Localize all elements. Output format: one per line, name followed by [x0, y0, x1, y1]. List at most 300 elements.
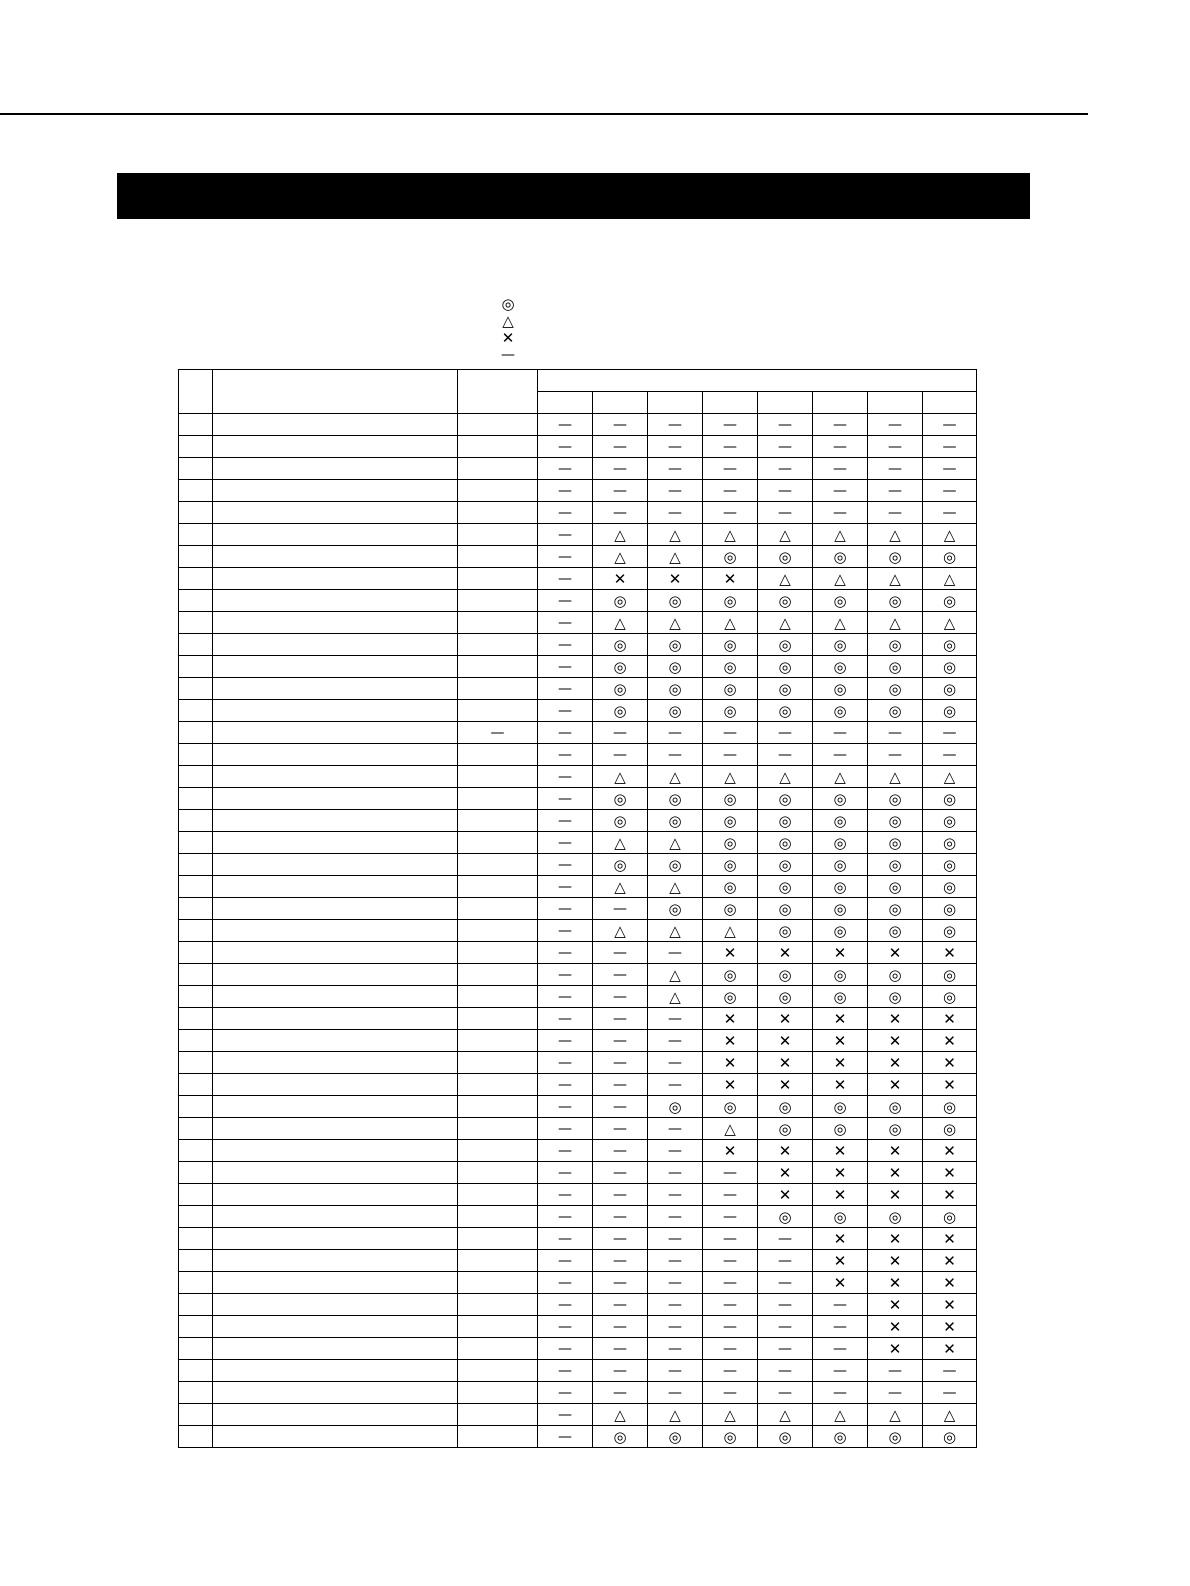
- mark-cell: [868, 1206, 923, 1228]
- table-row: [179, 1316, 977, 1338]
- dash-icon: —: [723, 1209, 737, 1225]
- row-setting-cell: [458, 546, 538, 568]
- mark-cell: [923, 1140, 977, 1162]
- row-item-cell: [213, 414, 458, 436]
- dash-icon: —: [558, 1385, 572, 1401]
- double-circle-icon: ◎: [833, 635, 847, 654]
- mark-cell: [868, 436, 923, 458]
- table-row: [179, 458, 977, 480]
- dash-icon: —: [833, 747, 847, 763]
- mark-cell: [923, 700, 977, 722]
- mark-cell: [648, 1162, 703, 1184]
- cross-icon: ✕: [888, 1295, 902, 1314]
- mark-cell: [868, 1360, 923, 1382]
- row-item-cell: [213, 1338, 458, 1360]
- cross-icon: ✕: [943, 1141, 956, 1160]
- double-circle-icon: ◎: [778, 701, 792, 720]
- triangle-icon: △: [614, 877, 626, 896]
- mark-cell: [868, 414, 923, 436]
- double-circle-icon: ◎: [888, 1427, 902, 1446]
- row-number-cell: [179, 612, 213, 634]
- cross-icon: ✕: [833, 1251, 847, 1270]
- dash-icon: —: [833, 439, 847, 455]
- mark-cell: [593, 1316, 648, 1338]
- mark-cell: [813, 1316, 868, 1338]
- table-row: [179, 788, 977, 810]
- dash-icon: —: [668, 505, 682, 521]
- row-item-cell: [213, 810, 458, 832]
- row-item-cell: [213, 1162, 458, 1184]
- double-circle-icon: ◎: [778, 679, 792, 698]
- mark-cell: [593, 788, 648, 810]
- mark-cell: [538, 788, 593, 810]
- double-circle-icon: ◎: [778, 855, 792, 874]
- dash-icon: —: [723, 1231, 737, 1247]
- header-item-cell: [213, 370, 458, 414]
- mark-cell: [813, 546, 868, 568]
- mark-cell: [538, 590, 593, 612]
- dash-icon: —: [613, 1099, 627, 1115]
- mark-cell: [593, 1250, 648, 1272]
- mark-cell: [538, 1404, 593, 1426]
- double-circle-icon: ◎: [668, 657, 682, 676]
- cross-icon: ✕: [888, 1031, 902, 1050]
- mark-cell: [538, 1426, 593, 1448]
- table-row: [179, 986, 977, 1008]
- mark-cell: [758, 1228, 813, 1250]
- row-item-cell: [213, 1140, 458, 1162]
- dash-icon: —: [613, 483, 627, 499]
- row-item-cell: [213, 678, 458, 700]
- mark-cell: [593, 524, 648, 546]
- cross-icon: ✕: [778, 1031, 792, 1050]
- triangle-icon: △: [779, 1405, 791, 1424]
- cross-icon: ✕: [943, 1053, 956, 1072]
- row-number-cell: [179, 1008, 213, 1030]
- double-circle-icon: ◎: [723, 855, 737, 874]
- row-item-cell: [213, 590, 458, 612]
- mark-cell: [868, 590, 923, 612]
- dash-icon: —: [613, 1363, 627, 1379]
- mark-cell: [923, 546, 977, 568]
- mark-cell: [923, 1360, 977, 1382]
- mark-cell: [813, 590, 868, 612]
- row-number-cell: [179, 656, 213, 678]
- dash-icon: —: [668, 461, 682, 477]
- row-number-cell: [179, 898, 213, 920]
- dash-icon: —: [558, 1187, 572, 1203]
- mark-cell: [868, 656, 923, 678]
- row-setting-cell: [458, 1294, 538, 1316]
- mark-cell: [758, 546, 813, 568]
- dash-icon: —: [613, 1033, 627, 1049]
- double-circle-icon: ◎: [888, 855, 902, 874]
- cross-icon: ✕: [723, 569, 737, 588]
- mark-cell: [923, 964, 977, 986]
- mark-cell: [538, 1030, 593, 1052]
- double-circle-icon: ◎: [723, 899, 737, 918]
- mark-cell: [813, 1096, 868, 1118]
- mark-cell: [648, 1140, 703, 1162]
- dash-icon: —: [723, 1275, 737, 1291]
- row-item-cell: [213, 568, 458, 590]
- table-row: [179, 722, 977, 744]
- mark-cell: [813, 1272, 868, 1294]
- mark-cell: [758, 920, 813, 942]
- dash-icon: —: [558, 527, 572, 543]
- row-setting-cell: [458, 1030, 538, 1052]
- mark-cell: [868, 524, 923, 546]
- triangle-icon: △: [889, 767, 901, 786]
- row-item-cell: [213, 1294, 458, 1316]
- mark-cell: [648, 942, 703, 964]
- double-circle-icon: ◎: [888, 921, 902, 940]
- table-row: [179, 810, 977, 832]
- header-col-5: [758, 392, 813, 414]
- row-item-cell: [213, 964, 458, 986]
- table-row: [179, 942, 977, 964]
- double-circle-icon: ◎: [888, 987, 902, 1006]
- mark-cell: [538, 1096, 593, 1118]
- mark-cell: [758, 1096, 813, 1118]
- mark-cell: [758, 1118, 813, 1140]
- dash-icon: —: [778, 1297, 792, 1313]
- mark-cell: [538, 524, 593, 546]
- dash-icon: —: [558, 549, 572, 565]
- header-rule: [0, 113, 1088, 115]
- mark-cell: [593, 678, 648, 700]
- dash-icon: —: [558, 1407, 572, 1423]
- row-setting-cell: [458, 942, 538, 964]
- mark-cell: [648, 1316, 703, 1338]
- mark-cell: [703, 810, 758, 832]
- mark-cell: [868, 1184, 923, 1206]
- cross-icon: ✕: [778, 943, 792, 962]
- mark-cell: [758, 722, 813, 744]
- table-row: [179, 1030, 977, 1052]
- double-circle-icon: ◎: [942, 701, 957, 720]
- mark-cell: [758, 942, 813, 964]
- row-item-cell: [213, 700, 458, 722]
- row-number-cell: [179, 810, 213, 832]
- row-number-cell: [179, 1272, 213, 1294]
- row-setting-cell: [458, 700, 538, 722]
- row-item-cell: [213, 612, 458, 634]
- mark-cell: [813, 458, 868, 480]
- mark-cell: [703, 1316, 758, 1338]
- mark-cell: [758, 1294, 813, 1316]
- row-setting-cell: [458, 854, 538, 876]
- mark-cell: [648, 1272, 703, 1294]
- double-circle-icon: ◎: [833, 833, 847, 852]
- mark-cell: [758, 414, 813, 436]
- mark-cell: [813, 876, 868, 898]
- mark-cell: [923, 480, 977, 502]
- mark-cell: [923, 502, 977, 524]
- cross-icon: ✕: [833, 1141, 847, 1160]
- row-number-cell: [179, 766, 213, 788]
- mark-cell: [703, 1228, 758, 1250]
- mark-cell: [923, 1250, 977, 1272]
- double-circle-icon: ◎: [613, 657, 627, 676]
- mark-cell: [703, 524, 758, 546]
- mark-cell: [703, 590, 758, 612]
- mark-cell: [868, 1404, 923, 1426]
- mark-cell: [593, 1140, 648, 1162]
- dash-icon: —: [942, 1363, 957, 1379]
- mark-cell: [593, 1360, 648, 1382]
- double-circle-icon: ◎: [942, 657, 957, 676]
- dash-icon: —: [613, 505, 627, 521]
- mark-cell: [868, 810, 923, 832]
- mark-cell: [868, 920, 923, 942]
- row-number-cell: [179, 722, 213, 744]
- mark-cell: [868, 964, 923, 986]
- dash-icon: —: [613, 967, 627, 983]
- dash-icon: —: [723, 505, 737, 521]
- double-circle-icon: ◎: [888, 591, 902, 610]
- dash-icon: —: [558, 835, 572, 851]
- row-number-cell: [179, 920, 213, 942]
- row-number-cell: [179, 1360, 213, 1382]
- dash-icon: —: [888, 417, 902, 433]
- mark-cell: [923, 458, 977, 480]
- dash-icon: —: [558, 857, 572, 873]
- mark-cell: [538, 1382, 593, 1404]
- triangle-icon: △: [669, 921, 681, 940]
- mark-cell: [538, 1140, 593, 1162]
- row-setting-cell: [458, 1272, 538, 1294]
- double-circle-icon: ◎: [942, 811, 957, 830]
- dash-icon: —: [558, 1165, 572, 1181]
- row-setting-cell: [458, 524, 538, 546]
- table-row: [179, 1338, 977, 1360]
- dash-icon: —: [490, 725, 505, 741]
- dash-icon: —: [558, 637, 572, 653]
- dash-icon: —: [558, 747, 572, 763]
- triangle-icon: △: [669, 525, 681, 544]
- dash-icon: —: [778, 1253, 792, 1269]
- mark-cell: [813, 832, 868, 854]
- mark-cell: [538, 986, 593, 1008]
- mark-cell: [923, 854, 977, 876]
- mark-cell: [813, 634, 868, 656]
- dash-icon: —: [668, 483, 682, 499]
- mark-cell: [923, 788, 977, 810]
- double-circle-icon: ◎: [888, 789, 902, 808]
- cross-icon: ✕: [943, 1031, 956, 1050]
- table-row: [179, 546, 977, 568]
- mark-cell: [538, 920, 593, 942]
- mark-cell: [758, 810, 813, 832]
- header-col-1: [538, 392, 593, 414]
- dash-icon: —: [558, 725, 572, 741]
- double-circle-icon: ◎: [942, 1207, 957, 1226]
- dash-icon: —: [888, 747, 902, 763]
- mark-cell: [593, 964, 648, 986]
- double-circle-icon: ◎: [833, 987, 847, 1006]
- mark-cell: [813, 1338, 868, 1360]
- table-row: [179, 634, 977, 656]
- cross-icon: ✕: [833, 1053, 847, 1072]
- mark-cell: [868, 678, 923, 700]
- mark-cell: [923, 898, 977, 920]
- row-item-cell: [213, 1008, 458, 1030]
- row-item-cell: [213, 1096, 458, 1118]
- double-circle-icon: ◎: [833, 679, 847, 698]
- cross-icon: ✕: [943, 943, 956, 962]
- triangle-icon: △: [724, 767, 736, 786]
- mark-cell: [813, 854, 868, 876]
- dash-icon: —: [668, 945, 682, 961]
- mark-cell: [593, 700, 648, 722]
- row-item-cell: [213, 876, 458, 898]
- mark-cell: [813, 1206, 868, 1228]
- mark-cell: [648, 1228, 703, 1250]
- triangle-icon: △: [889, 613, 901, 632]
- dash-icon: —: [613, 1187, 627, 1203]
- dash-icon: —: [613, 1011, 627, 1027]
- cross-icon: ✕: [778, 1053, 792, 1072]
- cross-icon: ✕: [833, 1163, 847, 1182]
- dash-icon: —: [558, 989, 572, 1005]
- triangle-icon: △: [502, 312, 514, 330]
- row-number-cell: [179, 590, 213, 612]
- mark-cell: [923, 524, 977, 546]
- mark-cell: [648, 920, 703, 942]
- dash-icon: —: [558, 879, 572, 895]
- mark-cell: [703, 1008, 758, 1030]
- double-circle-icon: ◎: [778, 899, 792, 918]
- double-circle-icon: ◎: [778, 547, 792, 566]
- mark-cell: [703, 788, 758, 810]
- dash-icon: —: [613, 1319, 627, 1335]
- table-row: [179, 1052, 977, 1074]
- mark-cell: [703, 546, 758, 568]
- dash-icon: —: [668, 1253, 682, 1269]
- row-item-cell: [213, 1228, 458, 1250]
- dash-icon: —: [942, 1385, 957, 1401]
- mark-cell: [538, 656, 593, 678]
- double-circle-icon: ◎: [888, 1097, 902, 1116]
- double-circle-icon: ◎: [778, 833, 792, 852]
- mark-cell: [813, 656, 868, 678]
- table-row: [179, 1118, 977, 1140]
- mark-cell: [758, 590, 813, 612]
- double-circle-icon: ◎: [833, 965, 847, 984]
- dash-icon: —: [833, 417, 847, 433]
- cross-icon: ✕: [723, 1053, 737, 1072]
- row-setting-cell: [458, 744, 538, 766]
- cross-icon: ✕: [943, 1163, 956, 1182]
- double-circle-icon: ◎: [942, 1427, 957, 1446]
- dash-icon: —: [778, 1231, 792, 1247]
- cross-icon: ✕: [943, 1075, 956, 1094]
- double-circle-icon: ◎: [613, 1427, 627, 1446]
- mark-cell: [538, 1360, 593, 1382]
- dash-icon: —: [558, 945, 572, 961]
- mark-cell: [593, 722, 648, 744]
- dash-icon: —: [778, 1319, 792, 1335]
- mark-cell: [813, 568, 868, 590]
- mark-cell: [868, 1162, 923, 1184]
- row-setting-cell: [458, 678, 538, 700]
- row-number-cell: [179, 1074, 213, 1096]
- triangle-icon: △: [669, 987, 681, 1006]
- mark-cell: [593, 634, 648, 656]
- mark-cell: [538, 700, 593, 722]
- mark-cell: [648, 524, 703, 546]
- mark-cell: [593, 1206, 648, 1228]
- mark-cell: [648, 656, 703, 678]
- dash-icon: —: [558, 1099, 572, 1115]
- mark-cell: [923, 1382, 977, 1404]
- double-circle-icon: ◎: [668, 591, 682, 610]
- mark-cell: [703, 480, 758, 502]
- double-circle-icon: ◎: [942, 987, 957, 1006]
- double-circle-icon: ◎: [888, 635, 902, 654]
- table-row: [179, 1426, 977, 1448]
- dash-icon: —: [778, 1363, 792, 1379]
- triangle-icon: △: [724, 921, 736, 940]
- triangle-icon: △: [724, 1405, 736, 1424]
- row-number-cell: [179, 700, 213, 722]
- mark-cell: [538, 414, 593, 436]
- mark-cell: [703, 1426, 758, 1448]
- row-setting-cell: [458, 920, 538, 942]
- table-row: [179, 766, 977, 788]
- dash-icon: —: [668, 1143, 682, 1159]
- mark-cell: [868, 1382, 923, 1404]
- dash-icon: —: [723, 1253, 737, 1269]
- dash-icon: —: [558, 681, 572, 697]
- mark-cell: [648, 1096, 703, 1118]
- double-circle-icon: ◎: [833, 591, 847, 610]
- dash-icon: —: [833, 505, 847, 521]
- double-circle-icon: ◎: [723, 811, 737, 830]
- mark-cell: [538, 546, 593, 568]
- double-circle-icon: ◎: [942, 1097, 957, 1116]
- mark-cell: [538, 876, 593, 898]
- double-circle-icon: ◎: [942, 833, 957, 852]
- mark-cell: [813, 480, 868, 502]
- double-circle-icon: ◎: [668, 855, 682, 874]
- row-item-cell: [213, 1360, 458, 1382]
- row-setting-cell: [458, 1162, 538, 1184]
- mark-cell: [758, 1382, 813, 1404]
- dash-icon: —: [613, 945, 627, 961]
- mark-cell: [868, 480, 923, 502]
- double-circle-icon: ◎: [888, 547, 902, 566]
- cross-icon: ✕: [833, 1031, 847, 1050]
- mark-cell: [703, 1404, 758, 1426]
- mark-cell: [593, 854, 648, 876]
- dash-icon: —: [558, 1253, 572, 1269]
- triangle-icon: △: [669, 877, 681, 896]
- mark-cell: [593, 1008, 648, 1030]
- row-item-cell: [213, 1272, 458, 1294]
- mark-cell: [648, 1360, 703, 1382]
- row-number-cell: [179, 414, 213, 436]
- mark-cell: [758, 678, 813, 700]
- double-circle-icon: ◎: [942, 921, 957, 940]
- header-col-3: [648, 392, 703, 414]
- mark-cell: [648, 414, 703, 436]
- mark-cell: [538, 480, 593, 502]
- mark-cell: [593, 1052, 648, 1074]
- header-col-2: [593, 392, 648, 414]
- double-circle-icon: ◎: [668, 1097, 682, 1116]
